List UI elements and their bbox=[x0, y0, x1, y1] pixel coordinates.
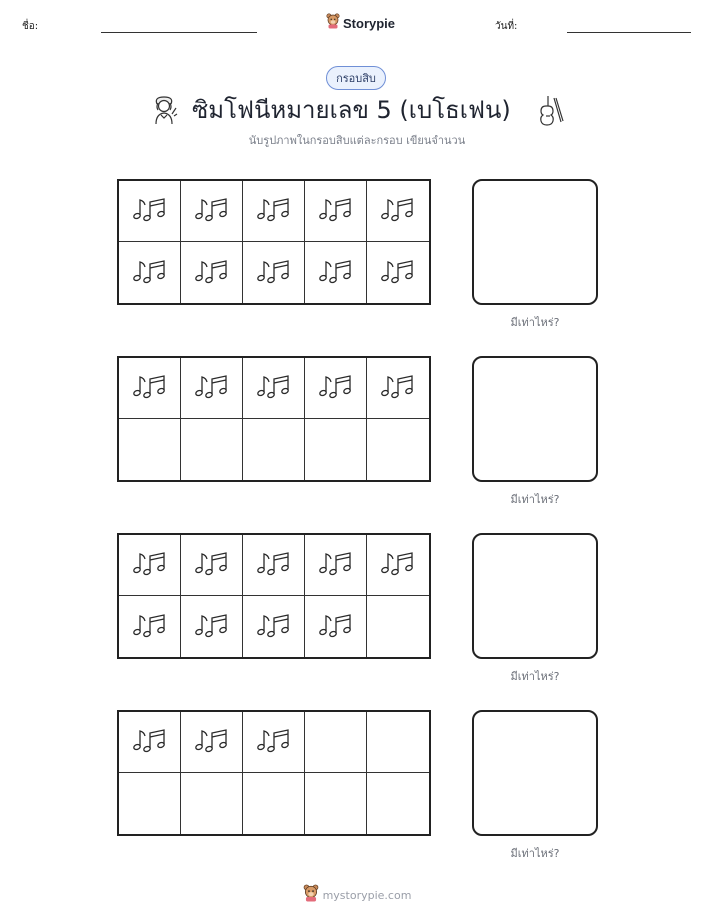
ten-frame bbox=[117, 356, 431, 482]
ten-frame-cell bbox=[367, 358, 429, 419]
music-notes-icon bbox=[194, 258, 230, 288]
ten-frame-cell bbox=[305, 242, 367, 303]
music-notes-icon bbox=[194, 196, 230, 226]
ten-frame-cell bbox=[305, 712, 367, 773]
music-notes-icon bbox=[318, 612, 354, 642]
how-many-prompt: มีเท่าไหร่? bbox=[510, 847, 560, 860]
music-notes-icon bbox=[380, 196, 416, 226]
music-notes-icon bbox=[194, 550, 230, 580]
music-notes-icon bbox=[318, 373, 354, 403]
ten-frame-cell bbox=[119, 773, 181, 834]
music-notes-icon bbox=[256, 196, 292, 226]
footer bbox=[0, 884, 714, 906]
ten-frame-cell bbox=[367, 535, 429, 596]
answer-box[interactable] bbox=[472, 533, 598, 659]
how-many-prompt: มีเท่าไหร่? bbox=[510, 493, 560, 506]
music-notes-icon bbox=[194, 373, 230, 403]
ten-frame-cell bbox=[119, 535, 181, 596]
ten-frame-cell bbox=[243, 596, 305, 657]
how-many-prompt: มีเท่าไหร่? bbox=[510, 316, 560, 329]
ten-frame-cell bbox=[305, 535, 367, 596]
music-notes-icon bbox=[256, 550, 292, 580]
beethoven-icon bbox=[148, 94, 180, 130]
name-line[interactable] bbox=[101, 32, 257, 33]
brand bbox=[326, 13, 395, 33]
music-notes-icon bbox=[318, 196, 354, 226]
ten-frame-cell bbox=[119, 181, 181, 242]
ten-frame-cell bbox=[181, 712, 243, 773]
name-label: ชื่อ: bbox=[22, 21, 39, 32]
ten-frame-cell bbox=[181, 596, 243, 657]
ten-frame-cell bbox=[119, 712, 181, 773]
ten-frame bbox=[117, 179, 431, 305]
ten-frame-cell bbox=[367, 242, 429, 303]
ten-frame-cell bbox=[305, 596, 367, 657]
music-notes-icon bbox=[132, 727, 168, 757]
music-notes-icon bbox=[318, 550, 354, 580]
music-notes-icon bbox=[194, 727, 230, 757]
ten-frame-cell bbox=[367, 773, 429, 834]
answer-box[interactable] bbox=[472, 179, 598, 305]
ten-frame-cell bbox=[367, 419, 429, 480]
ten-frame-cell bbox=[243, 712, 305, 773]
violin-icon bbox=[532, 94, 564, 130]
music-notes-icon bbox=[318, 258, 354, 288]
ten-frame-cell bbox=[243, 535, 305, 596]
ten-frame-cell bbox=[181, 181, 243, 242]
how-many-prompt: มีเท่าไหร่? bbox=[510, 670, 560, 683]
music-notes-icon bbox=[256, 612, 292, 642]
music-notes-icon bbox=[256, 373, 292, 403]
ten-frame-cell bbox=[367, 596, 429, 657]
worksheet-type-badge: กรอบสิบ bbox=[326, 66, 386, 90]
instructions: นับรูปภาพในกรอบสิบแต่ละกรอบ เขียนจำนวน bbox=[248, 134, 466, 147]
ten-frame-cell bbox=[119, 419, 181, 480]
ten-frame-cell bbox=[305, 773, 367, 834]
ten-frame-cell bbox=[367, 181, 429, 242]
date-line[interactable] bbox=[567, 32, 691, 33]
music-notes-icon bbox=[132, 612, 168, 642]
ten-frame-cell bbox=[305, 358, 367, 419]
brand-name: Storypie bbox=[343, 15, 396, 31]
ten-frame bbox=[117, 533, 431, 659]
ten-frame-cell bbox=[243, 181, 305, 242]
ten-frame-cell bbox=[305, 419, 367, 480]
ten-frame-cell bbox=[181, 773, 243, 834]
footer-logo-icon bbox=[303, 884, 319, 906]
page-title: ซิมโฟนีหมายเลข 5 (เบโธเฟน) bbox=[192, 96, 511, 124]
bear-logo-icon bbox=[326, 13, 340, 33]
music-notes-icon bbox=[380, 550, 416, 580]
footer-url: mystorypie.com bbox=[322, 888, 412, 902]
ten-frame-cell bbox=[243, 419, 305, 480]
music-notes-icon bbox=[380, 258, 416, 288]
music-notes-icon bbox=[194, 612, 230, 642]
ten-frame-cell bbox=[119, 358, 181, 419]
date-label: วันที่: bbox=[495, 21, 518, 32]
ten-frame-cell bbox=[181, 242, 243, 303]
answer-box[interactable] bbox=[472, 710, 598, 836]
ten-frame-cell bbox=[243, 773, 305, 834]
music-notes-icon bbox=[132, 196, 168, 226]
ten-frame-cell bbox=[119, 596, 181, 657]
ten-frame-cell bbox=[181, 419, 243, 480]
music-notes-icon bbox=[132, 373, 168, 403]
answer-box[interactable] bbox=[472, 356, 598, 482]
music-notes-icon bbox=[256, 727, 292, 757]
music-notes-icon bbox=[132, 550, 168, 580]
ten-frame bbox=[117, 710, 431, 836]
ten-frame-cell bbox=[119, 242, 181, 303]
ten-frame-cell bbox=[181, 358, 243, 419]
ten-frame-cell bbox=[367, 712, 429, 773]
ten-frame-cell bbox=[305, 181, 367, 242]
title-row bbox=[0, 92, 714, 128]
music-notes-icon bbox=[256, 258, 292, 288]
ten-frame-cell bbox=[243, 242, 305, 303]
music-notes-icon bbox=[132, 258, 168, 288]
ten-frame-cell bbox=[243, 358, 305, 419]
ten-frame-cell bbox=[181, 535, 243, 596]
music-notes-icon bbox=[380, 373, 416, 403]
